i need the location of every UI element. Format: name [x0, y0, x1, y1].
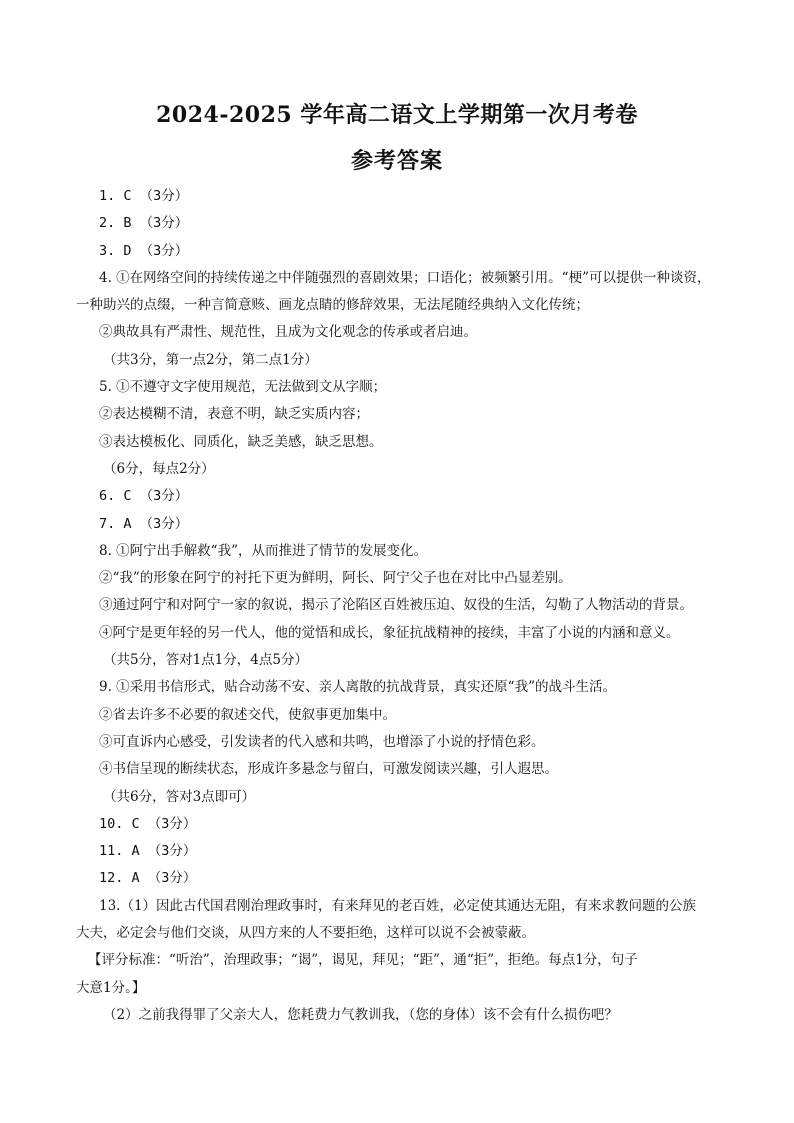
answer-line: （共3分，第一点2分，第二点1分） [103, 351, 318, 368]
answer-line: 12. A （3分） [99, 870, 197, 887]
answer-line: 3. D （3分） [99, 242, 189, 259]
answer-line: 4. ①在网络空间的持续传递之中伴随强烈的喜剧效果；口语化；被频繁引用。“梗”可以提供一种谈资， [99, 269, 711, 286]
answer-line: （共5分，答对1点1分，4点5分） [103, 652, 308, 669]
answer-line: 6. C （3分） [99, 488, 189, 505]
answer-line: 11. A （3分） [99, 843, 197, 860]
answer-line: 【评分标准：“听治”，治理政事；“谒”，谒见，拜见；“距”，通“拒”，拒绝。每点1分，句子 [88, 952, 638, 969]
answer-line: ②表达模糊不清，表意不明，缺乏实质内容； [99, 406, 369, 423]
answer-line: ③可直诉内心感受，引发读者的代入感和共鸣，也增添了小说的抒情色彩。 [99, 733, 545, 750]
answer-line: （2）之前我得罪了父亲大人，您耗费力气教训我，（您的身体）该不会有什么损伤吧？ [103, 1006, 618, 1023]
answer-line: ③表达模板化、同质化，缺乏美感，缺乏思想。 [99, 433, 383, 450]
answer-line: ③通过阿宁和对阿宁一家的叙说，揭示了沦陷区百姓被压迫、奴役的生活，勾勒了人物活动的背景。 [99, 597, 693, 614]
answer-line: 大意1分。】 [76, 979, 146, 996]
answer-line: ④阿宁是更年轻的另一代人，他的觉悟和成长，象征抗战精神的接续，丰富了小说的内涵和意义。 [99, 624, 680, 641]
answer-line: 5. ①不遵守文字使用规范，无法做到文从字顺； [99, 379, 387, 396]
answer-line: 一种助兴的点缀，一种言简意赅、画龙点睛的修辞效果，无法尾随经典纳入文化传统； [76, 297, 589, 314]
answer-line: 2. B （3分） [99, 215, 189, 232]
answer-list [0, 183, 794, 1029]
answer-line: 1. C （3分） [99, 188, 189, 204]
answer-line: （共6分，答对3点即可） [103, 788, 256, 805]
page-subtitle: 参考答案 [350, 148, 443, 174]
answer-line: ②“我”的形象在阿宁的衬托下更为鲜明，阿长、阿宁父子也在对比中凸显差别。 [99, 570, 572, 587]
answer-line: 9. ①采用书信形式，贴合动荡不安、亲人离散的抗战背景，真实还原“我”的战斗生活。 [99, 679, 616, 696]
answer-line: 10. C （3分） [99, 815, 197, 832]
answer-line: 8. ①阿宁出手解救“我”，从而推进了情节的发展变化。 [99, 542, 427, 559]
answer-line: ④书信呈现的断续状态，形成许多悬念与留白，可激发阅读兴趣，引人遐思。 [99, 761, 558, 778]
answer-line: 大夫，必定会与他们交谈，从四方来的人不要拒绝，这样可以说不会被蒙蔽。 [76, 925, 535, 942]
answer-line: 7. A （3分） [99, 515, 189, 532]
page-title: 2024-2025 学年高二语文上学期第一次月考卷 [156, 102, 638, 128]
answer-line: ②省去许多不必要的叙述交代，使叙事更加集中。 [99, 706, 396, 723]
answer-line: 13.（1）因此古代国君刚治理政事时，有来拜见的老百姓，必定使其通达无阻，有来求教问题的公族 [99, 897, 697, 914]
answer-line: （6分，每点2分） [103, 460, 215, 477]
answer-line: ②典故具有严肃性、规范性，且成为文化观念的传承或者启迪。 [99, 324, 477, 341]
